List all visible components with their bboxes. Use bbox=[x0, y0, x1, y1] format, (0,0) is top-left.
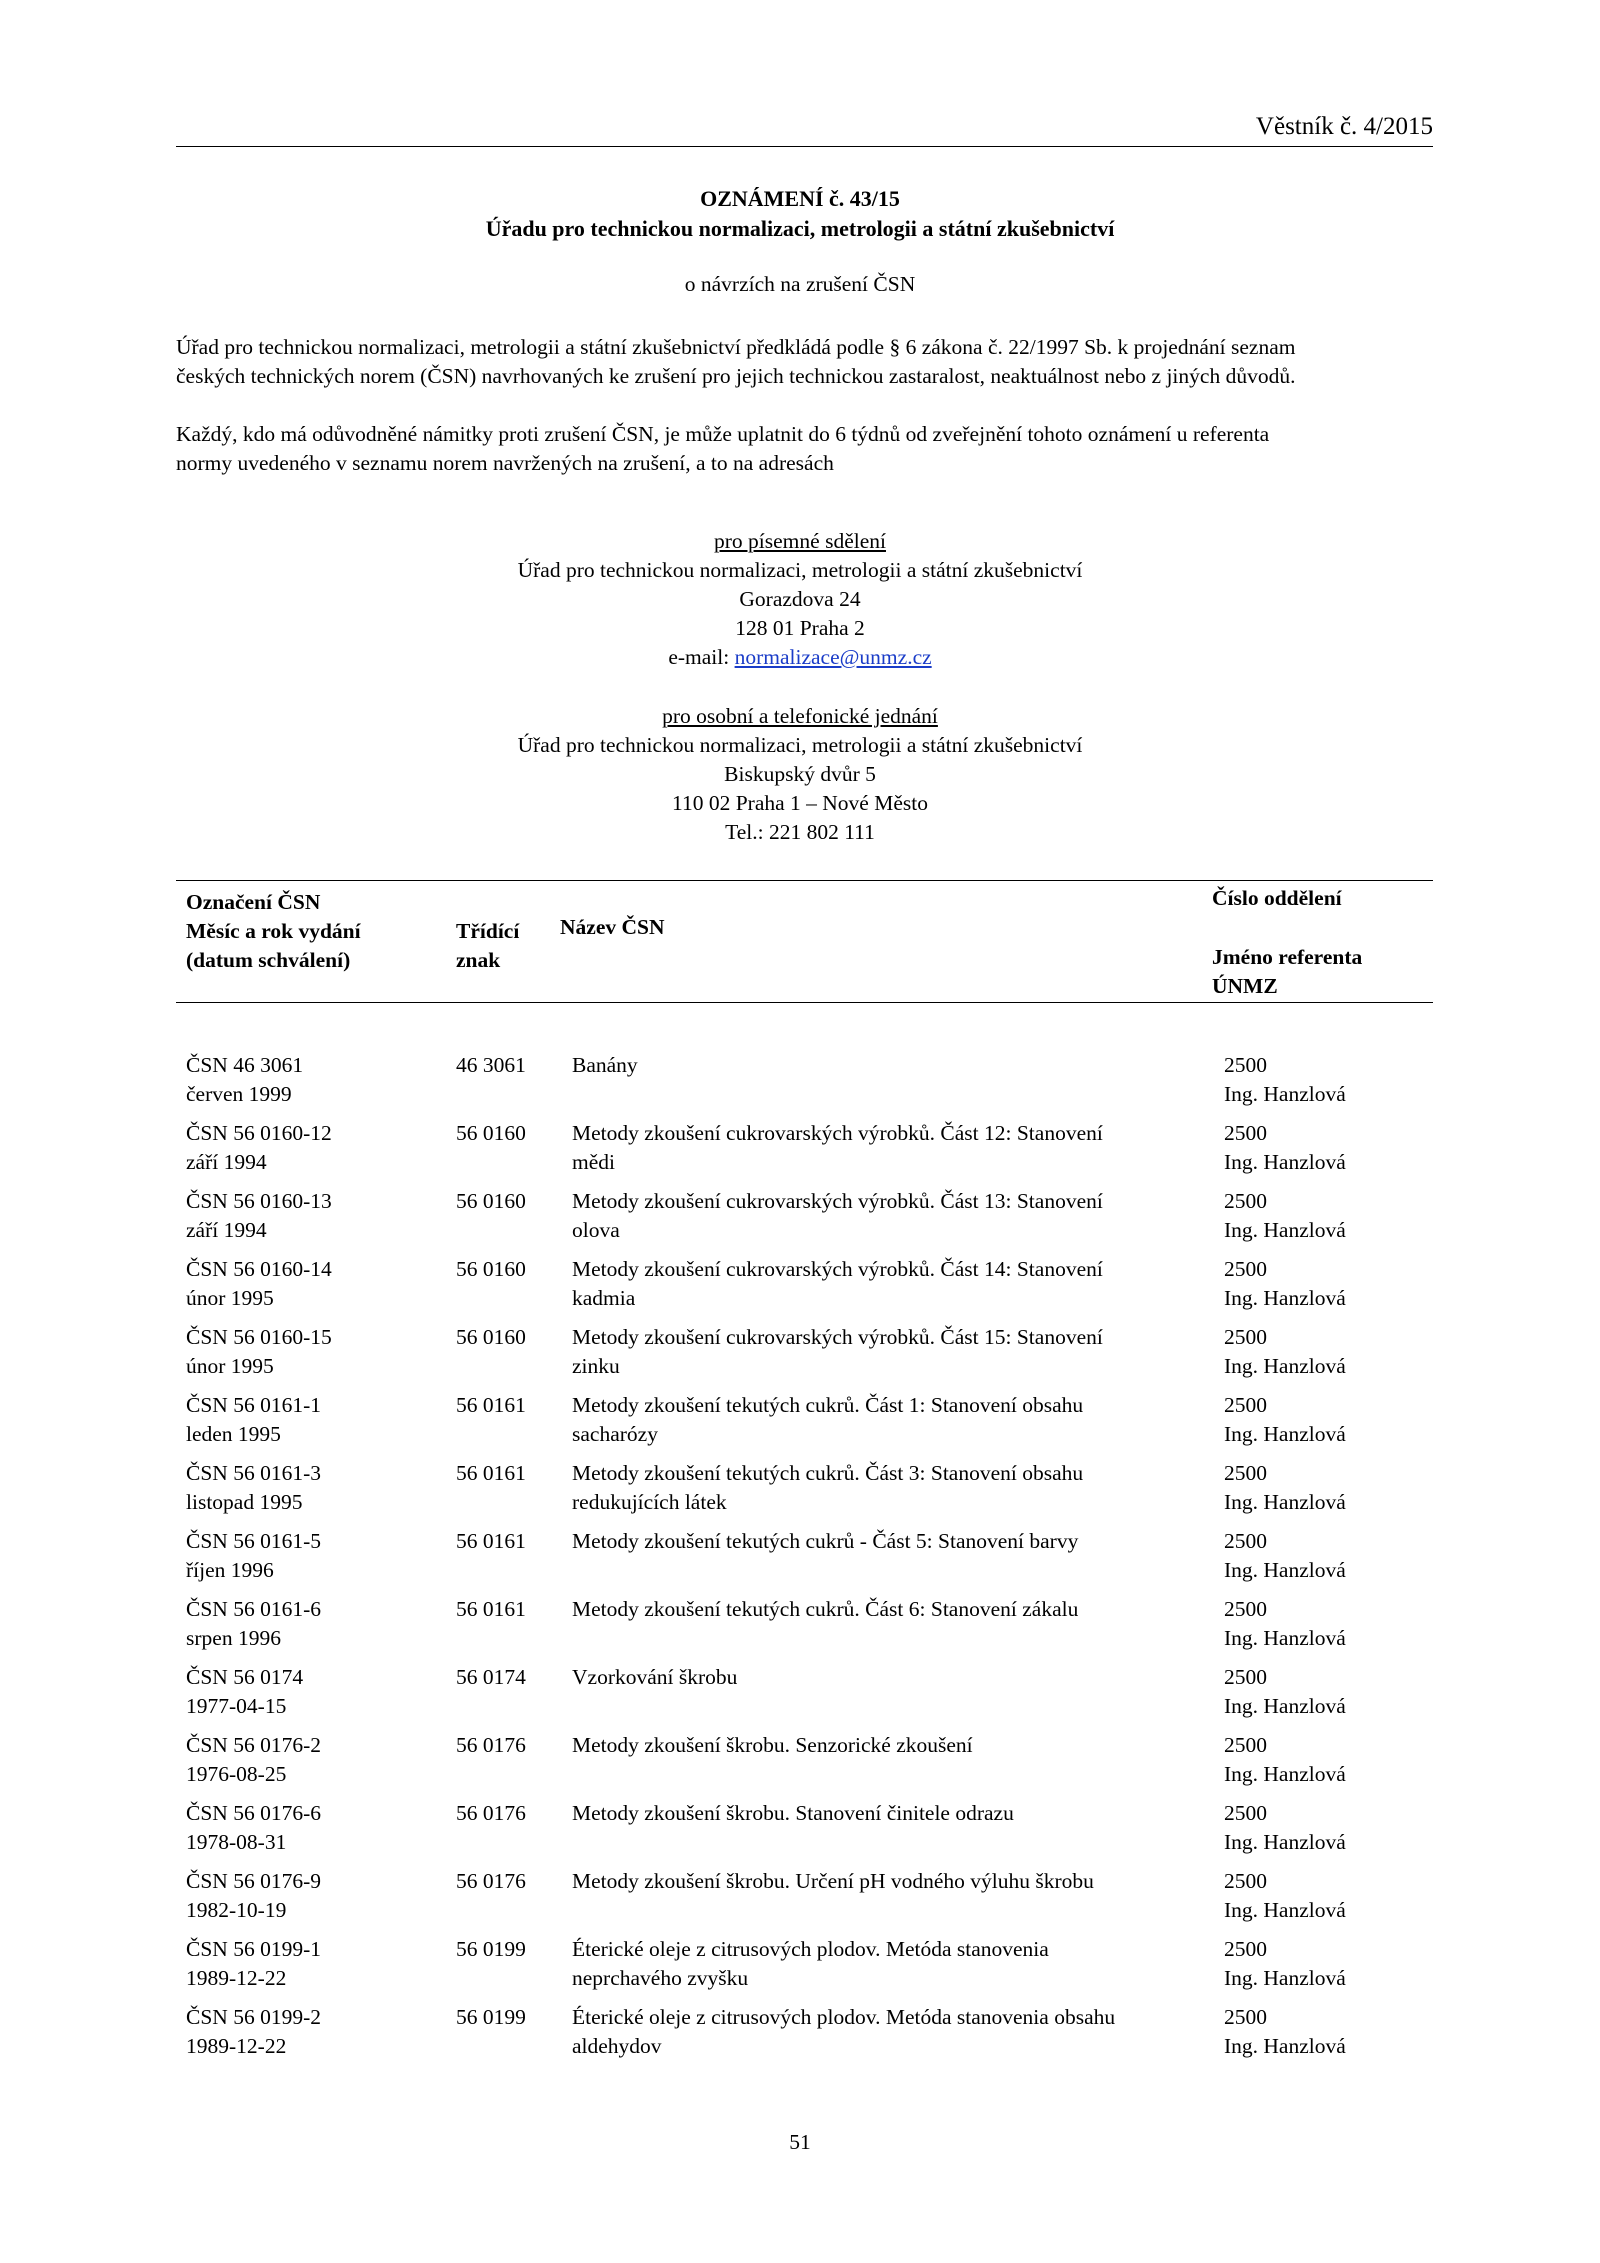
row-class: 56 0160 bbox=[456, 1189, 526, 1213]
row-class: 56 0199 bbox=[456, 1937, 526, 1961]
table-row bbox=[0, 1187, 1600, 1255]
row-name: Metody zkoušení tekutých cukrů - Část 5: Stanovení barvy bbox=[572, 1529, 1079, 1553]
row-code: ČSN 56 0161-1 bbox=[186, 1393, 321, 1417]
row-referent: Ing. Hanzlová bbox=[1224, 1966, 1346, 1990]
row-date: 1989-12-22 bbox=[186, 1966, 287, 1990]
table-row bbox=[0, 2003, 1600, 2071]
header-divider bbox=[176, 146, 1433, 147]
row-name: Metody zkoušení cukrovarských výrobků. Část 12: Stanovení bbox=[572, 1121, 1103, 1145]
row-code: ČSN 56 0160-14 bbox=[186, 1257, 332, 1281]
objection-paragraph-line: normy uvedeného v seznamu norem navržených na zrušení, a to na adresách bbox=[176, 451, 834, 475]
row-name: Banány bbox=[572, 1053, 638, 1077]
row-code: ČSN 56 0161-3 bbox=[186, 1461, 321, 1485]
page-number: 51 bbox=[789, 2130, 811, 2154]
row-date: únor 1995 bbox=[186, 1286, 274, 1310]
row-name: Éterické oleje z citrusových plodov. Metóda stanovenia obsahu bbox=[572, 2005, 1116, 2029]
row-code: ČSN 56 0161-6 bbox=[186, 1597, 321, 1621]
row-name: Metody zkoušení tekutých cukrů. Část 1: Stanovení obsahu bbox=[572, 1393, 1084, 1417]
row-date: listopad 1995 bbox=[186, 1490, 303, 1514]
row-department: 2500 bbox=[1224, 1869, 1267, 1893]
row-code: ČSN 56 0160-15 bbox=[186, 1325, 332, 1349]
table-header-issue-date: Měsíc a rok vydání bbox=[186, 919, 361, 943]
written-contact-email-line bbox=[0, 643, 1600, 672]
row-class: 56 0161 bbox=[456, 1529, 526, 1553]
table-row bbox=[0, 1867, 1600, 1935]
table-header-name: Název ČSN bbox=[560, 915, 665, 939]
row-referent: Ing. Hanzlová bbox=[1224, 1558, 1346, 1582]
table-row bbox=[0, 1459, 1600, 1527]
row-department: 2500 bbox=[1224, 1665, 1267, 1689]
table-row bbox=[0, 1799, 1600, 1867]
row-referent: Ing. Hanzlová bbox=[1224, 1218, 1346, 1242]
table-header-referent: Jméno referenta bbox=[1212, 945, 1363, 969]
table-row bbox=[0, 1119, 1600, 1187]
row-date: 1989-12-22 bbox=[186, 2034, 287, 2058]
row-referent: Ing. Hanzlová bbox=[1224, 1830, 1346, 1854]
announcement-subtitle: o návrzích na zrušení ČSN bbox=[684, 272, 916, 296]
row-code: ČSN 56 0160-13 bbox=[186, 1189, 332, 1213]
table-header-class: Třídící bbox=[456, 919, 520, 943]
personal-contact-office: Úřad pro technickou normalizaci, metrologii a státní zkušebnictví bbox=[517, 733, 1083, 757]
row-date: únor 1995 bbox=[186, 1354, 274, 1378]
intro-paragraph-line: českých technických norem (ČSN) navrhovaných ke zrušení pro jejich technickou zastaralost, neaktuálnost nebo z jiných důvodů. bbox=[176, 364, 1296, 388]
table-header-office: ÚNMZ bbox=[1212, 974, 1278, 998]
row-department: 2500 bbox=[1224, 1801, 1267, 1825]
objection-paragraph-line: Každý, kdo má odůvodněné námitky proti zrušení ČSN, je může uplatnit do 6 týdnů od zveřejnění tohoto oznámení u referenta bbox=[176, 422, 1270, 446]
table-row bbox=[0, 1595, 1600, 1663]
table-row bbox=[0, 1663, 1600, 1731]
row-date: srpen 1996 bbox=[186, 1626, 281, 1650]
row-name: Vzorkování škrobu bbox=[572, 1665, 738, 1689]
row-name-cont: neprchavého zvyšku bbox=[572, 1966, 749, 1990]
table-header-code: Označení ČSN bbox=[186, 890, 321, 914]
row-department: 2500 bbox=[1224, 1257, 1267, 1281]
written-contact-street: Gorazdova 24 bbox=[739, 587, 861, 611]
row-name: Metody zkoušení cukrovarských výrobků. Část 14: Stanovení bbox=[572, 1257, 1103, 1281]
row-code: ČSN 56 0176-2 bbox=[186, 1733, 321, 1757]
table-header-top-rule bbox=[176, 880, 1433, 881]
row-name-cont: mědi bbox=[572, 1150, 615, 1174]
row-code: ČSN 56 0199-2 bbox=[186, 2005, 321, 2029]
announcement-title: OZNÁMENÍ č. 43/15 bbox=[700, 186, 900, 211]
table-row bbox=[0, 1391, 1600, 1459]
written-contact-heading: pro písemné sdělení bbox=[714, 529, 886, 553]
row-name: Metody zkoušení cukrovarských výrobků. Část 13: Stanovení bbox=[572, 1189, 1103, 1213]
row-name: Metody zkoušení škrobu. Senzorické zkoušení bbox=[572, 1733, 973, 1757]
written-contact-city: 128 01 Praha 2 bbox=[735, 616, 865, 640]
row-class: 56 0161 bbox=[456, 1597, 526, 1621]
row-name-cont: redukujících látek bbox=[572, 1490, 727, 1514]
row-name-cont: zinku bbox=[572, 1354, 620, 1378]
row-referent: Ing. Hanzlová bbox=[1224, 1082, 1346, 1106]
row-referent: Ing. Hanzlová bbox=[1224, 1898, 1346, 1922]
row-department: 2500 bbox=[1224, 1937, 1267, 1961]
row-class: 56 0199 bbox=[456, 2005, 526, 2029]
row-code: ČSN 56 0161-5 bbox=[186, 1529, 321, 1553]
journal-issue-header: Věstník č. 4/2015 bbox=[1255, 113, 1433, 140]
row-name: Metody zkoušení tekutých cukrů. Část 3: Stanovení obsahu bbox=[572, 1461, 1084, 1485]
row-name-cont: olova bbox=[572, 1218, 620, 1242]
row-department: 2500 bbox=[1224, 1461, 1267, 1485]
row-date: 1976-08-25 bbox=[186, 1762, 287, 1786]
row-code: ČSN 56 0160-12 bbox=[186, 1121, 332, 1145]
table-row bbox=[0, 1323, 1600, 1391]
table-header-department: Číslo oddělení bbox=[1212, 886, 1342, 910]
row-name: Metody zkoušení škrobu. Stanovení činitele odrazu bbox=[572, 1801, 1014, 1825]
row-date: září 1994 bbox=[186, 1218, 267, 1242]
row-date: září 1994 bbox=[186, 1150, 267, 1174]
row-department: 2500 bbox=[1224, 1325, 1267, 1349]
row-class: 56 0160 bbox=[456, 1257, 526, 1281]
email-link[interactable]: normalizace@unmz.cz bbox=[734, 645, 932, 669]
table-row bbox=[0, 1731, 1600, 1799]
table-row bbox=[0, 1255, 1600, 1323]
table-header-class-sign: znak bbox=[456, 948, 501, 972]
row-name: Metody zkoušení škrobu. Určení pH vodného výluhu škrobu bbox=[572, 1869, 1094, 1893]
row-date: leden 1995 bbox=[186, 1422, 281, 1446]
row-referent: Ing. Hanzlová bbox=[1224, 1422, 1346, 1446]
personal-contact-phone: Tel.: 221 802 111 bbox=[725, 820, 875, 844]
row-class: 56 0160 bbox=[456, 1121, 526, 1145]
row-class: 56 0176 bbox=[456, 1869, 526, 1893]
row-code: ČSN 56 0176-9 bbox=[186, 1869, 321, 1893]
row-name-cont: kadmia bbox=[572, 1286, 636, 1310]
table-row bbox=[0, 1527, 1600, 1595]
row-class: 46 3061 bbox=[456, 1053, 526, 1077]
table-row bbox=[0, 1051, 1600, 1119]
row-class: 56 0176 bbox=[456, 1801, 526, 1825]
row-referent: Ing. Hanzlová bbox=[1224, 1354, 1346, 1378]
row-class: 56 0161 bbox=[456, 1393, 526, 1417]
row-department: 2500 bbox=[1224, 2005, 1267, 2029]
row-department: 2500 bbox=[1224, 1733, 1267, 1757]
row-referent: Ing. Hanzlová bbox=[1224, 1694, 1346, 1718]
personal-contact-street: Biskupský dvůr 5 bbox=[724, 762, 876, 786]
table-header-bottom-rule bbox=[176, 1002, 1433, 1003]
row-date: 1977-04-15 bbox=[186, 1694, 287, 1718]
row-name: Metody zkoušení cukrovarských výrobků. Část 15: Stanovení bbox=[572, 1325, 1103, 1349]
personal-contact-heading: pro osobní a telefonické jednání bbox=[662, 704, 938, 728]
row-code: ČSN 56 0174 bbox=[186, 1665, 304, 1689]
row-class: 56 0176 bbox=[456, 1733, 526, 1757]
email-label: e-mail: bbox=[668, 645, 735, 669]
announcement-issuer: Úřadu pro technickou normalizaci, metrologii a státní zkušebnictví bbox=[485, 216, 1115, 241]
row-class: 56 0161 bbox=[456, 1461, 526, 1485]
row-date: červen 1999 bbox=[186, 1082, 292, 1106]
row-referent: Ing. Hanzlová bbox=[1224, 1286, 1346, 1310]
row-department: 2500 bbox=[1224, 1597, 1267, 1621]
row-name: Éterické oleje z citrusových plodov. Metóda stanovenia bbox=[572, 1937, 1049, 1961]
row-referent: Ing. Hanzlová bbox=[1224, 2034, 1346, 2058]
row-code: ČSN 56 0176-6 bbox=[186, 1801, 321, 1825]
row-referent: Ing. Hanzlová bbox=[1224, 1762, 1346, 1786]
personal-contact-city: 110 02 Praha 1 – Nové Město bbox=[672, 791, 928, 815]
row-date: 1982-10-19 bbox=[186, 1898, 287, 1922]
row-department: 2500 bbox=[1224, 1053, 1267, 1077]
row-class: 56 0174 bbox=[456, 1665, 526, 1689]
row-department: 2500 bbox=[1224, 1529, 1267, 1553]
row-date: 1978-08-31 bbox=[186, 1830, 287, 1854]
row-department: 2500 bbox=[1224, 1189, 1267, 1213]
row-referent: Ing. Hanzlová bbox=[1224, 1626, 1346, 1650]
table-row bbox=[0, 1935, 1600, 2003]
row-department: 2500 bbox=[1224, 1393, 1267, 1417]
row-code: ČSN 56 0199-1 bbox=[186, 1937, 321, 1961]
row-date: říjen 1996 bbox=[186, 1558, 274, 1582]
row-name-cont: aldehydov bbox=[572, 2034, 662, 2058]
row-department: 2500 bbox=[1224, 1121, 1267, 1145]
table-header-approval-date: (datum schválení) bbox=[186, 948, 351, 972]
row-referent: Ing. Hanzlová bbox=[1224, 1150, 1346, 1174]
intro-paragraph-line: Úřad pro technickou normalizaci, metrologii a státní zkušebnictví předkládá podle § 6 zákona č. 22/1997 Sb. k projednání seznam bbox=[176, 335, 1296, 359]
row-referent: Ing. Hanzlová bbox=[1224, 1490, 1346, 1514]
row-name-cont: sacharózy bbox=[572, 1422, 658, 1446]
row-class: 56 0160 bbox=[456, 1325, 526, 1349]
row-name: Metody zkoušení tekutých cukrů. Část 6: Stanovení zákalu bbox=[572, 1597, 1079, 1621]
row-code: ČSN 46 3061 bbox=[186, 1053, 304, 1077]
written-contact-office: Úřad pro technickou normalizaci, metrologii a státní zkušebnictví bbox=[517, 558, 1083, 582]
